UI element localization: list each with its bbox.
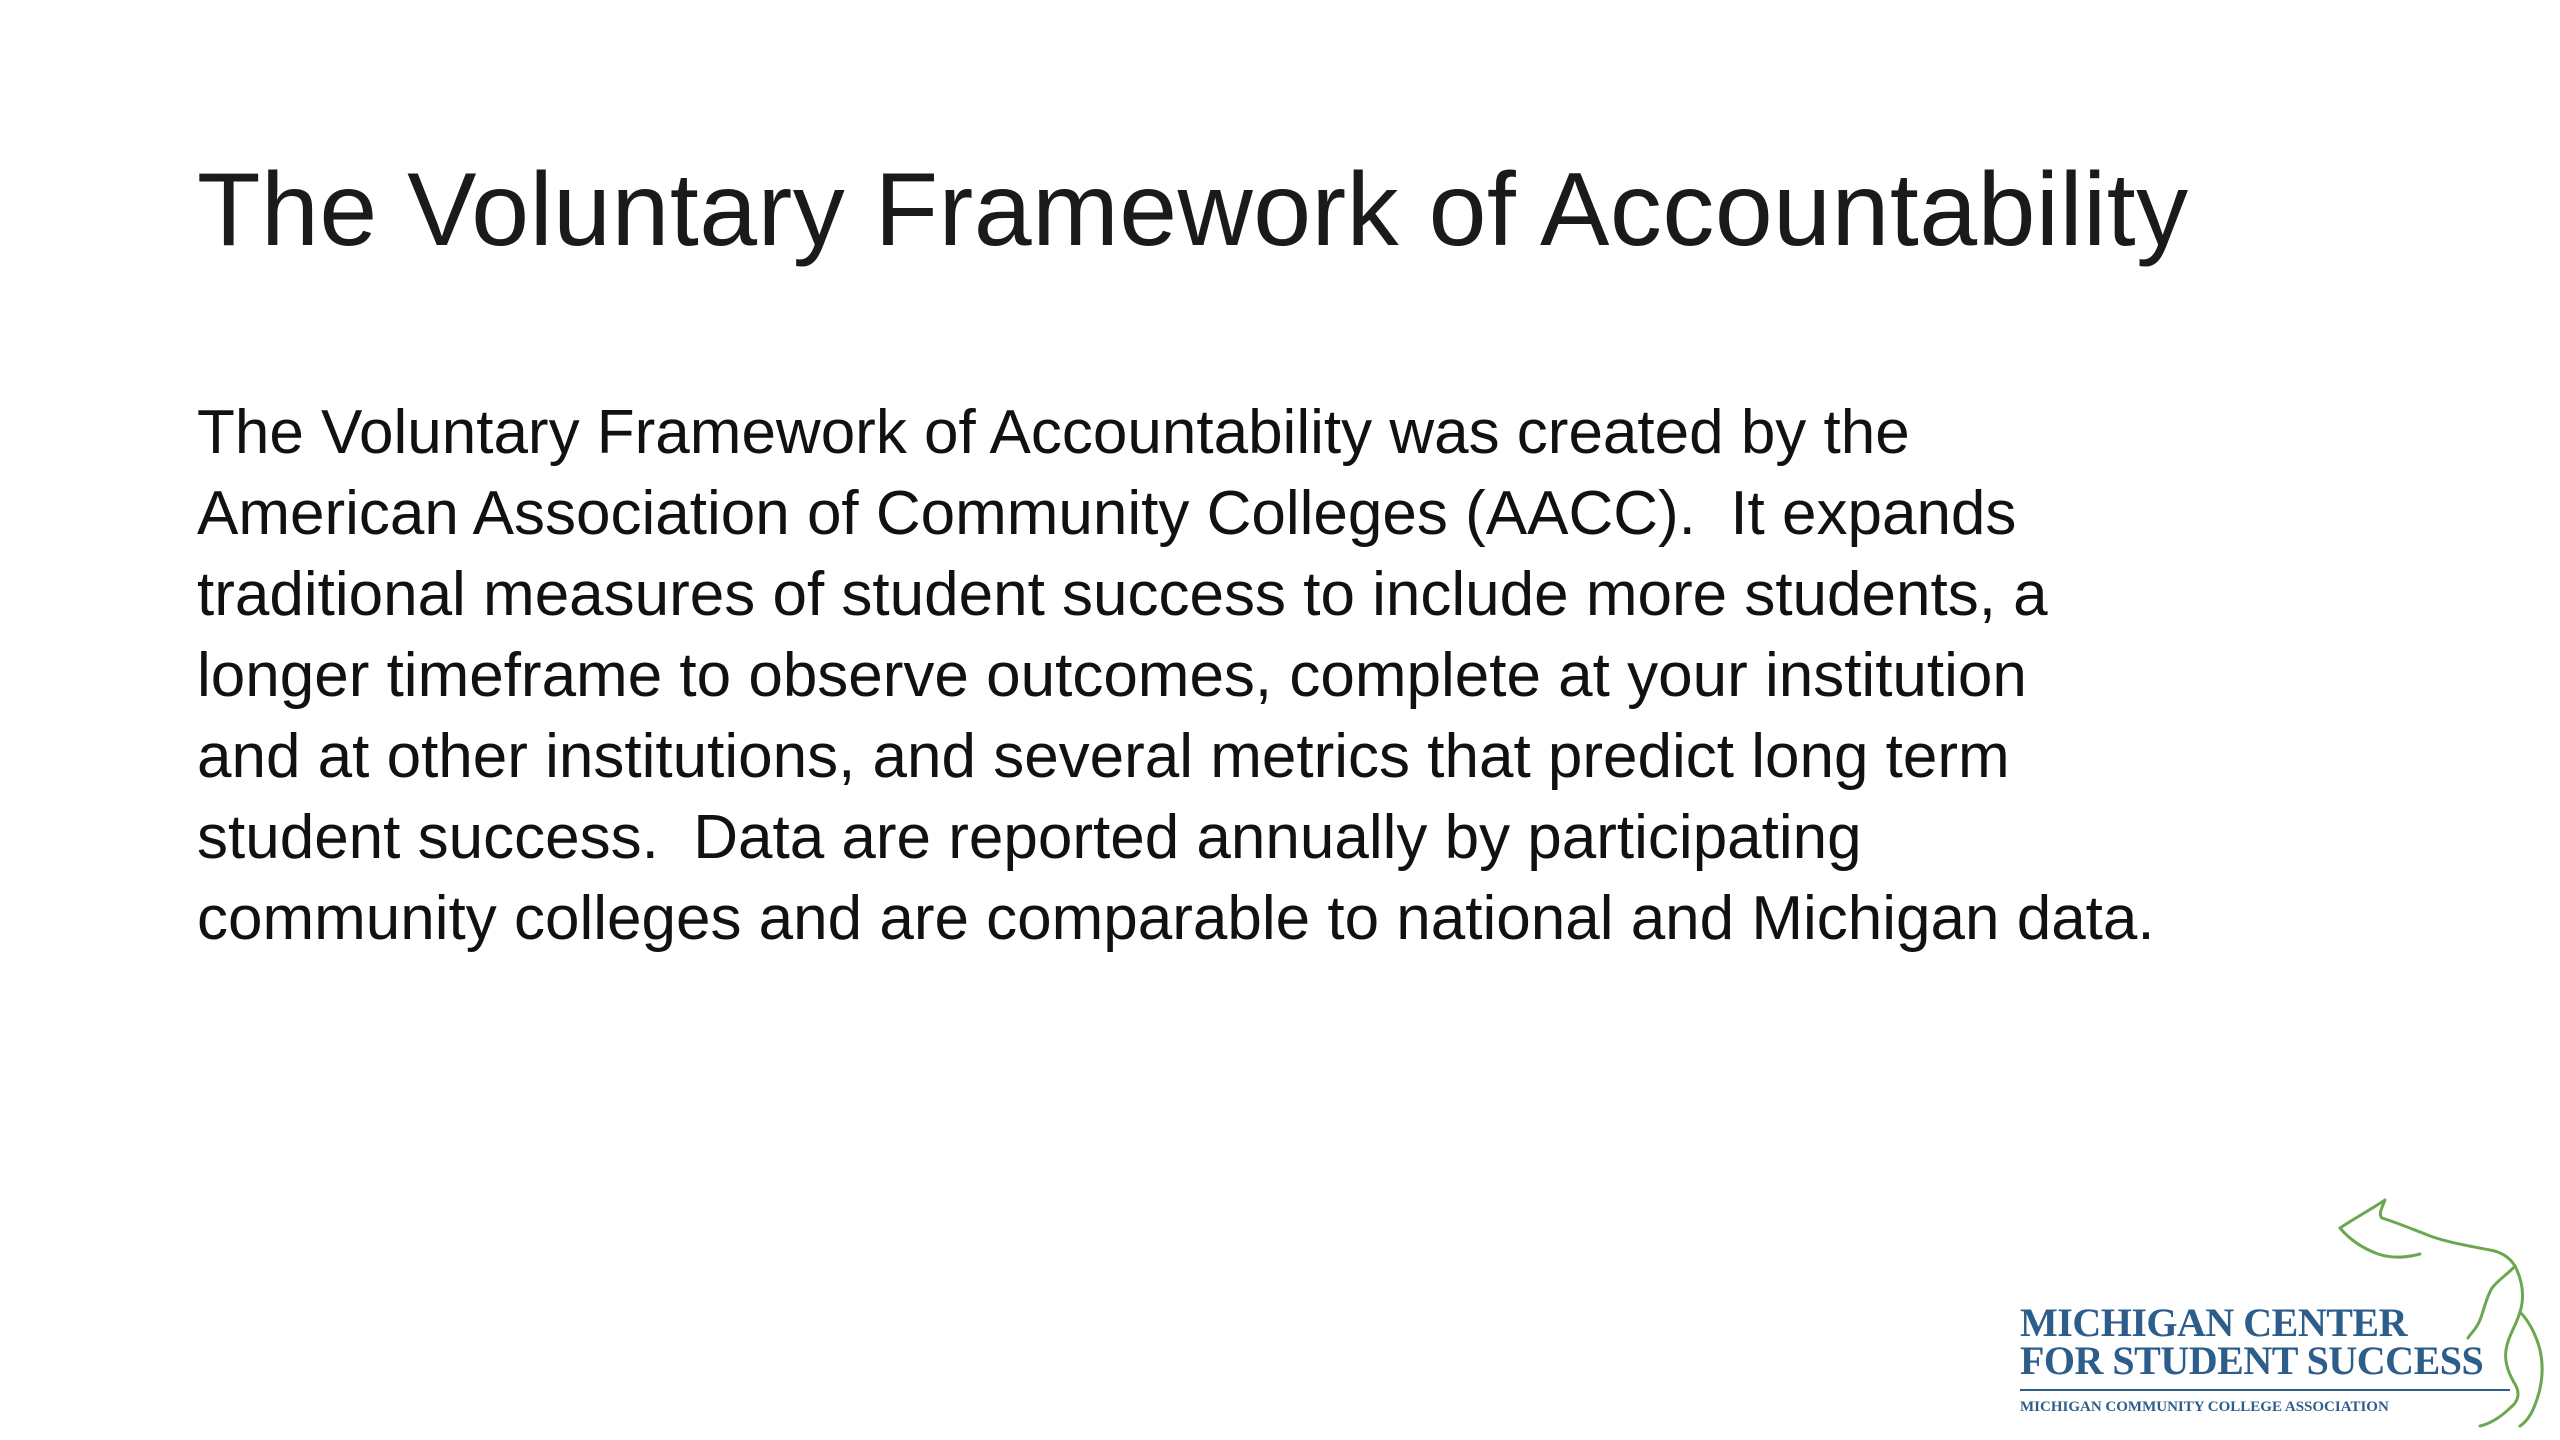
body-line: community colleges and are comparable to national and Michigan data. — [197, 884, 2155, 953]
body-line: longer timeframe to observe outcomes, complete at your institution — [197, 641, 2027, 710]
slide-title: The Voluntary Framework of Accountability — [197, 152, 2189, 268]
logo-subline: MICHIGAN COMMUNITY COLLEGE ASSOCIATION — [2020, 1399, 2389, 1415]
logo-line-1: MICHIGAN CENTER — [2020, 1300, 2407, 1345]
mcss-logo — [2010, 1188, 2550, 1428]
body-line: student success. Data are reported annually by participating — [197, 803, 1862, 872]
logo-line-2: FOR STUDENT SUCCESS — [2020, 1338, 2484, 1383]
body-line: The Voluntary Framework of Accountability was created by the — [197, 398, 1910, 467]
body-line: American Association of Community Colleges (AACC). It expands — [197, 479, 2017, 548]
body-line: and at other institutions, and several metrics that predict long term — [197, 722, 2010, 791]
body-line: traditional measures of student success to include more students, a — [197, 560, 2048, 629]
slide-body — [197, 392, 2497, 959]
